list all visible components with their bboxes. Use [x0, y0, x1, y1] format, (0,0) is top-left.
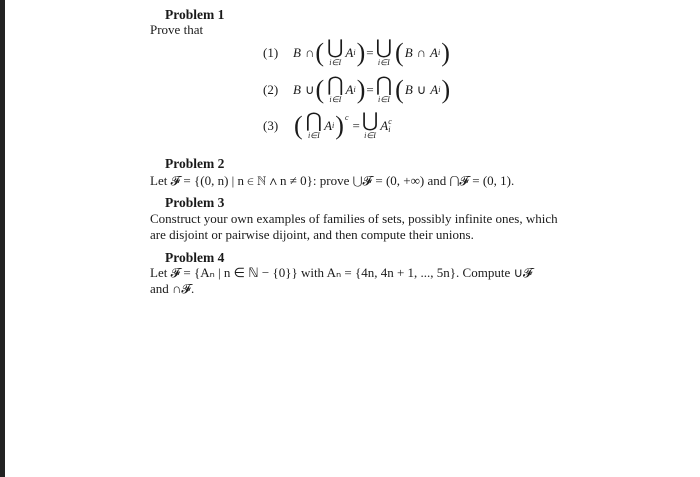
- big-union: ⋃ i∈I: [361, 110, 379, 140]
- operator: ∩: [304, 44, 315, 60]
- big-intersection: ⋂ i∈I: [327, 74, 344, 104]
- left-edge-bar: [0, 0, 5, 477]
- equals: =: [352, 117, 360, 133]
- problem-1-title: Problem 1: [165, 7, 225, 22]
- equation-1: (1) B ∩ ( ⋃ i∈I A i ) = ⋃ i∈I ( B ∩ A i ): [263, 37, 450, 67]
- problem-3-text-line-2: are disjoint or pairwise dijoint, and then compute their unions.: [150, 227, 474, 242]
- equation-2: (2) B ∪ ( ⋂ i∈I A i ) = ⋂ i∈I ( B ∪ A i ): [263, 74, 451, 104]
- problem-3-text-line-1: Construct your own examples of families of sets, possibly infinite ones, which: [150, 211, 558, 226]
- var-b: B: [293, 81, 301, 97]
- eq-number: (1): [263, 44, 279, 60]
- equation-3: (3) ( ⋂ i∈I A i ) $^c$ = ⋃ i∈I A c i: [263, 110, 392, 140]
- problem-2-title: Problem 2: [165, 156, 225, 171]
- problem-4-text-line-1: Let 𝓕 = {Aₙ | n ∈ ℕ − {0}} with Aₙ = {4n, 4n + 1, ..., 5n}. Compute ∪𝓕: [150, 265, 533, 280]
- big-intersection: ⋂ i∈I: [375, 74, 393, 104]
- problem-4-text-line-2: and ∩𝓕.: [150, 281, 195, 296]
- eq-number: (3): [263, 117, 279, 133]
- problem-1-intro: Prove that: [150, 22, 204, 37]
- problem-4-title: Problem 4: [165, 250, 225, 265]
- problem-2-text: Let 𝓕 = {(0, n) | n ∈ ℕ ∧ n ≠ 0}: prove ⋃𝓕 = (0, +∞) and ⋂𝓕 = (0, 1).: [150, 173, 515, 188]
- big-intersection: ⋂ i∈I: [305, 110, 323, 140]
- problem-3-title: Problem 3: [165, 195, 225, 210]
- var-b: B: [293, 44, 301, 60]
- equals: =: [366, 44, 374, 60]
- var-a: A: [345, 44, 354, 60]
- big-union: ⋃ i∈I: [327, 37, 344, 67]
- equals: =: [366, 81, 374, 97]
- operator: ∪: [304, 81, 315, 97]
- big-union: ⋃ i∈I: [375, 37, 393, 67]
- eq-number: (2): [263, 81, 279, 97]
